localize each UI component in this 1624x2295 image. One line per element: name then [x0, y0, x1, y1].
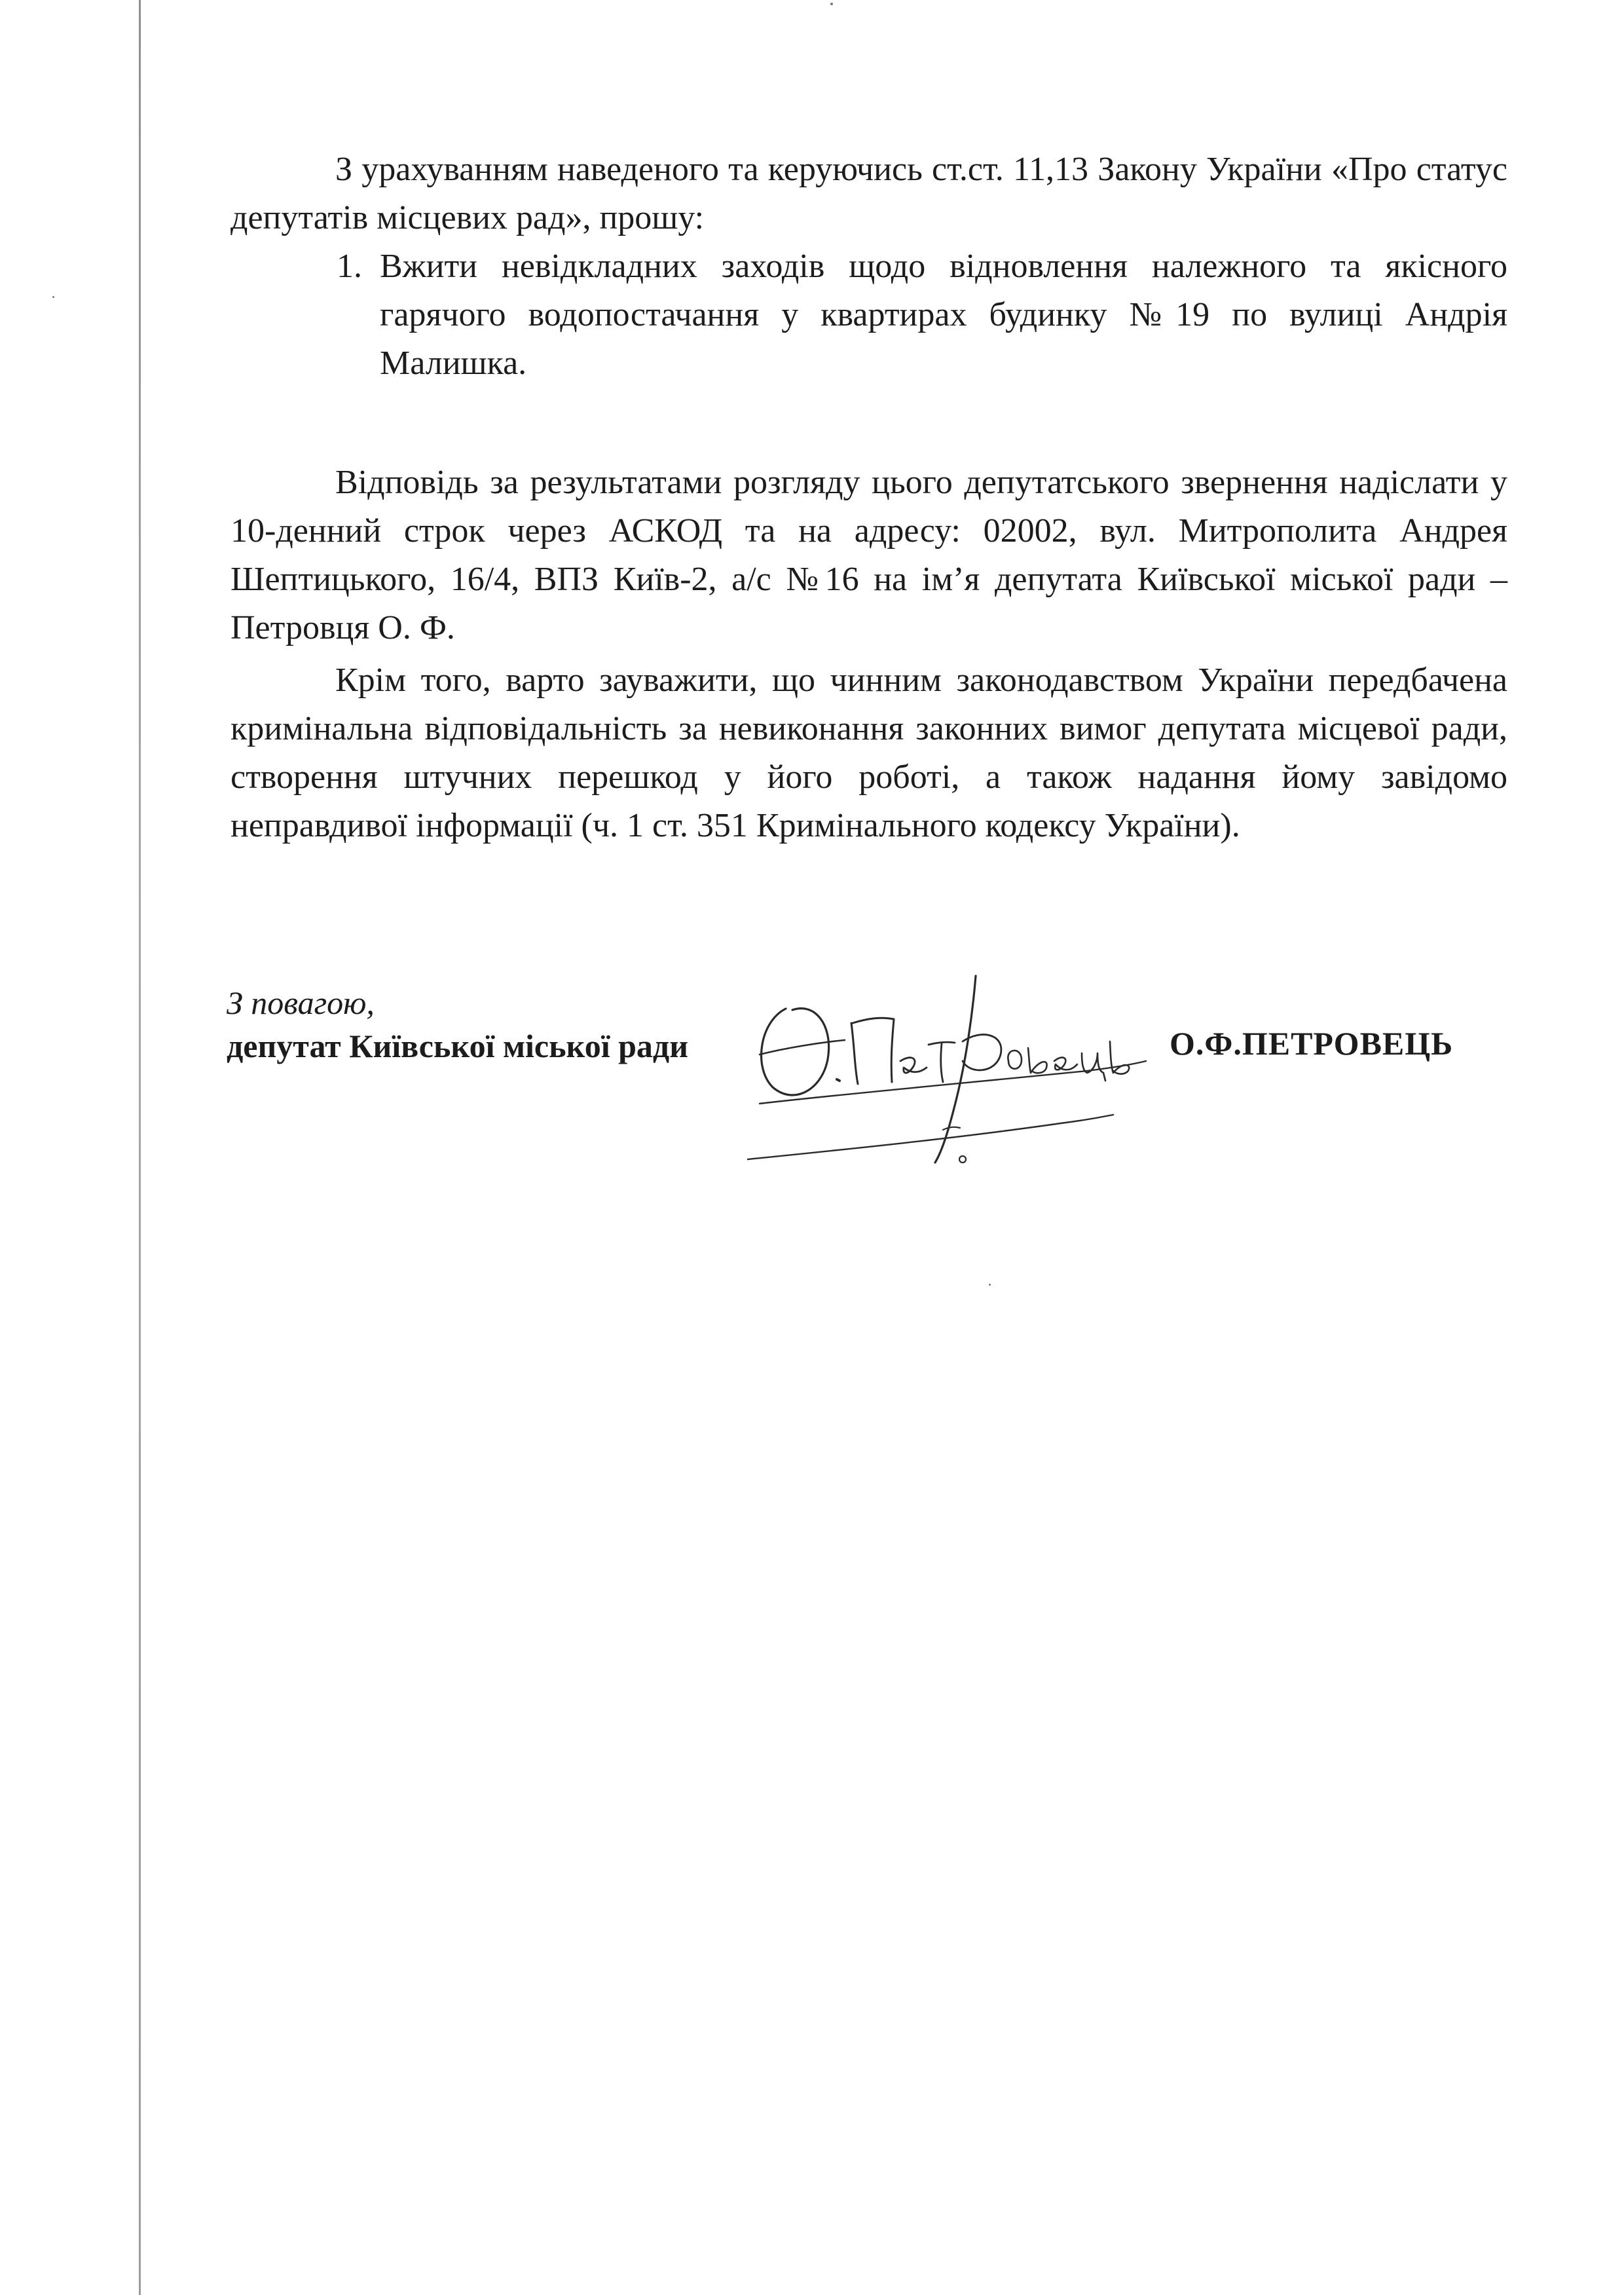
signer-name: О.Ф.ПЕТРОВЕЦЬ	[1170, 1025, 1454, 1062]
request-section	[231, 145, 1507, 388]
handwritten-signature-icon	[747, 963, 1153, 1179]
signer-role: депутат Київської міської ради	[227, 1028, 689, 1064]
request-list-item	[231, 242, 1507, 388]
intro-paragraph: З урахуванням наведеного та керуючись ст.ст. 11,13 Закону України «Про статус депутатів місцевих рад», прошу:	[231, 151, 1507, 236]
liability-paragraph: Крім того, варто зауважити, що чинним законодавством України передбачена кримінальна відповідальність за невиконання законних вимог депутата місцевої ради, створення штучних перешкод у його роботі, а також надання йому завідомо неправдивої інформації (ч. 1 ст. 351 Кримінального кодексу України).	[231, 662, 1507, 844]
list-item-number: 1.	[337, 248, 362, 285]
signature-block	[227, 981, 688, 1068]
scan-speck	[830, 3, 833, 5]
closing-phrase: З повагою,	[227, 984, 375, 1021]
response-paragraph: Відповідь за результатами розгляду цього депутатського звернення надіслати у 10-денний строк через АСКОД та на адресу: 02002, вул. Митрополита Андрея Шептицького, 16/4, ВПЗ Київ-2, а/с №16 на ім’я депутата Київської міської ради – Петровця О. Ф.	[231, 464, 1507, 646]
scan-speck	[989, 1284, 991, 1286]
scan-speck	[52, 296, 54, 298]
scan-edge-line	[139, 0, 141, 2295]
list-item-text: Вжити невідкладних заходів щодо відновлення належного та якісного гарячого водопостачання у квартирах будинку №19 по вулиці Андрія Малишка.	[380, 248, 1507, 382]
response-section	[231, 458, 1507, 850]
